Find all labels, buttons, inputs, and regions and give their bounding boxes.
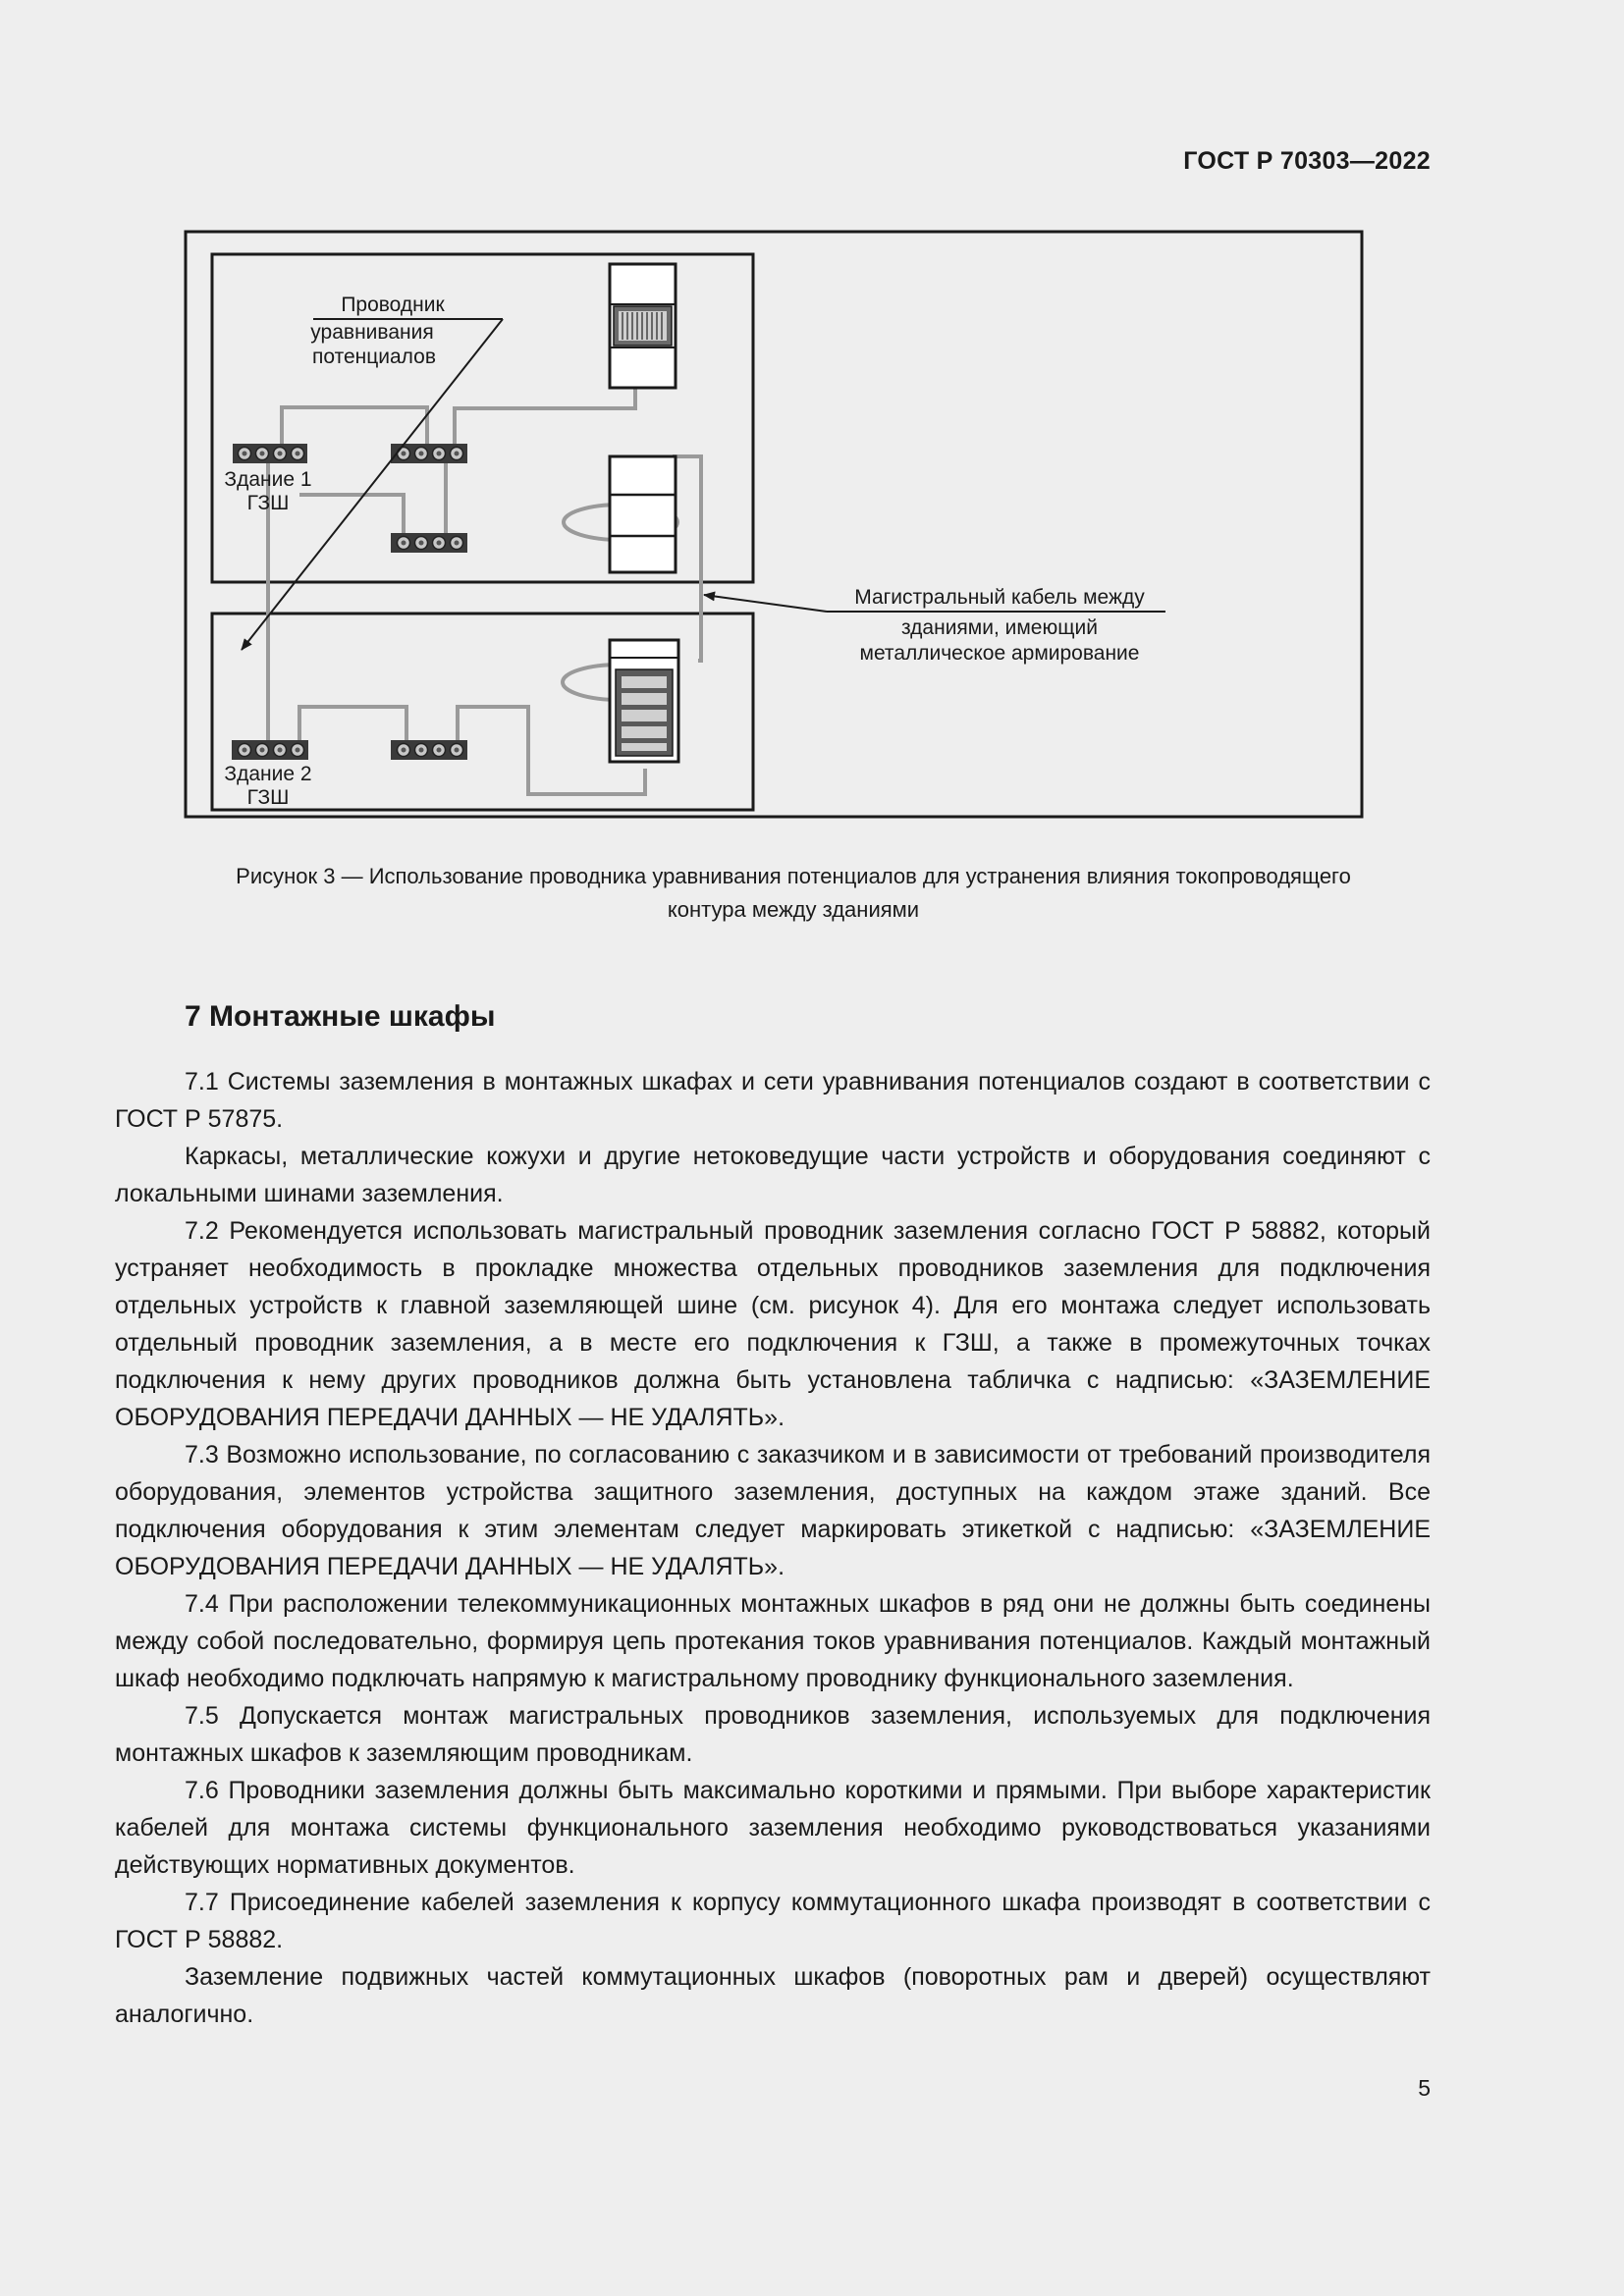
paragraph-7-2: 7.2 Рекомендуется использовать магистральный проводник заземления согласно ГОСТ Р 58882, который устраняет необходимость в прокладке множества отдельных проводников заземления для подключения отдельных устройств к главной заземляющей шине (см. рисунок 4). Для его монтажа следует использовать отдельный проводник заземления, а в месте его подключения к ГЗШ, а также в промежуточных точках подключения к нему других проводников должна быть установлена табличка с надписью: «ЗАЗЕМЛЕНИЕ ОБОРУДОВАНИЯ ПЕРЕДАЧИ ДАННЫХ — НЕ УДАЛЯТЬ». — [115, 1217, 1431, 1431]
building1-label: Здание 1 — [224, 468, 312, 491]
figure-caption — [118, 860, 1469, 927]
cable-label-line3: металлическое армирование — [859, 642, 1140, 665]
building1-gzsh-label: ГЗШ — [246, 492, 290, 514]
conductor-label-line3: потенциалов — [311, 346, 437, 368]
conductor-label-line2: уравнивания — [310, 321, 434, 344]
cabinet-building1-top — [610, 264, 676, 388]
paragraph-moving-parts: Заземление подвижных частей коммутационных шкафов (поворотных рам и дверей) осуществляют аналогично. — [115, 1963, 1431, 2028]
paragraph-7-5: 7.5 Допускается монтаж магистральных проводников заземления, используемых для подключения монтажных шкафов к заземляющим проводникам. — [115, 1702, 1431, 1767]
ground-bar-building2-middle — [391, 740, 467, 760]
conductor-label-line1: Проводник — [341, 294, 445, 316]
page-number: 5 — [1418, 2075, 1431, 2101]
figure-diagram — [184, 230, 1364, 819]
ground-bar-building1-lower — [391, 533, 467, 553]
cable-arrow — [704, 595, 827, 612]
figure-caption-line1: Рисунок 3 — Использование проводника уравнивания потенциалов для устранения влияния токопроводящего — [236, 864, 1351, 888]
paragraph-7-7: 7.7 Присоединение кабелей заземления к корпусу коммутационного шкафа производят в соответствии с ГОСТ Р 58882. — [115, 1889, 1431, 1953]
section-title: 7 Монтажные шкафы — [185, 1000, 496, 1033]
paragraph-7-3: 7.3 Возможно использование, по согласованию с заказчиком и в зависимости от требований производителя оборудования, элементов устройства защитного заземления, доступных на каждом этаже зданий. Все подключения оборудования к этим элементам следует маркировать этикеткой с надписью: «ЗАЗЕМЛЕНИЕ ОБОРУДОВАНИЯ ПЕРЕДАЧИ ДАННЫХ — НЕ УДАЛЯТЬ». — [115, 1441, 1431, 1580]
figure-caption-line2: контура между зданиями — [667, 897, 920, 922]
section-body — [115, 1063, 1431, 2033]
ground-bar-building2-gzsh — [232, 740, 308, 760]
building2-label: Здание 2 — [224, 763, 312, 785]
cable-label-line2: зданиями, имеющий — [901, 616, 1098, 639]
building2-gzsh-label: ГЗШ — [246, 786, 290, 809]
ground-bar-building1-gzsh — [233, 444, 307, 463]
paragraph-7-4: 7.4 При расположении телекоммуникационных монтажных шкафов в ряд они не должны быть соединены между собой последовательно, формируя цепь протекания токов уравнивания потенциалов. Каждый монтажный шкаф необходимо подключать напрямую к магистральному проводнику функционального заземления. — [115, 1590, 1431, 1692]
paragraph-7-1: 7.1 Системы заземления в монтажных шкафах и сети уравнивания потенциалов создают в соответствии с ГОСТ Р 57875. — [115, 1068, 1431, 1133]
cabinet-building1-lower — [610, 456, 676, 572]
cable-label-line1: Магистральный кабель между — [854, 586, 1145, 609]
document-code: ГОСТ Р 70303—2022 — [1183, 147, 1431, 175]
paragraph-7-6: 7.6 Проводники заземления должны быть максимально короткими и прямыми. При выборе характеристик кабелей для монтажа системы функционального заземления необходимо руководствоваться указаниями действующих нормативных документов. — [115, 1777, 1431, 1879]
cabinet-building2 — [610, 640, 678, 762]
paragraph-frames: Каркасы, металлические кожухи и другие нетоковедущие части устройств и оборудования соединяют с локальными шинами заземления. — [115, 1143, 1431, 1207]
